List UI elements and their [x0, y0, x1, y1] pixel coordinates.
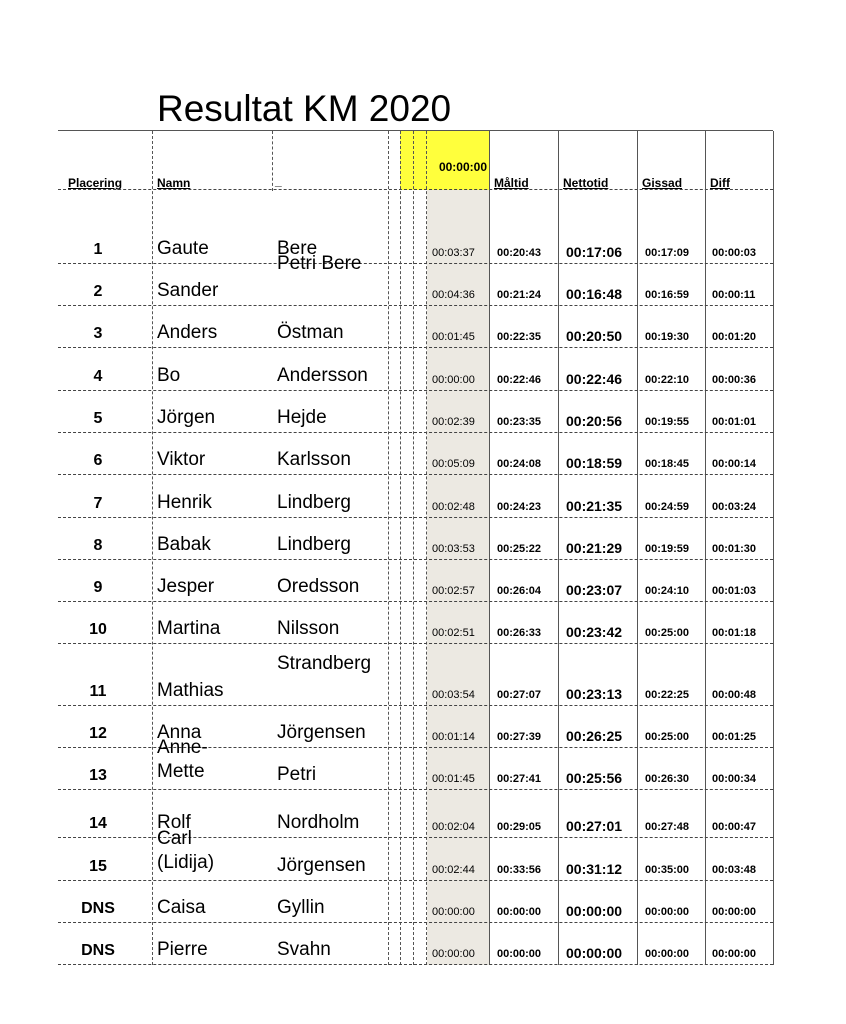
difference-cell: 00:01:03 [712, 585, 757, 597]
start-offset-cell: 00:02:39 [432, 416, 475, 428]
finish-time-cell: 00:29:05 [497, 821, 542, 833]
start-offset-cell: 00:02:04 [432, 821, 475, 833]
net-time-cell: 00:25:56 [566, 770, 623, 786]
first-name-cell: Rolf [157, 812, 191, 833]
difference-cell: 00:00:00 [712, 906, 757, 918]
finish-time-cell: 00:22:35 [497, 331, 542, 343]
header-start-time: 00:00:00 [438, 160, 487, 174]
placement-cell: DNS [81, 942, 115, 959]
header-maltid: Måltid [494, 176, 529, 190]
guessed-time-cell: 00:22:25 [645, 689, 690, 701]
net-time-cell: 00:17:06 [566, 244, 623, 260]
net-time-cell: 00:26:25 [566, 728, 623, 744]
first-name-cell: Carl (Lidija) [157, 828, 215, 873]
last-name-cell: Andersson [277, 365, 368, 386]
table-row-divider [58, 559, 773, 560]
placement-cell: 6 [93, 452, 103, 469]
first-name-cell: Caisa [157, 897, 206, 918]
first-name-cell: Anders [157, 322, 218, 343]
net-time-cell: 00:00:00 [566, 945, 623, 961]
guessed-time-cell: 00:19:55 [645, 416, 690, 428]
start-offset-cell: 00:02:57 [432, 585, 475, 597]
first-name-cell: Gaute [157, 238, 209, 259]
difference-cell: 00:03:48 [712, 864, 757, 876]
header-placering: Placering [68, 176, 123, 190]
guessed-time-cell: 00:25:00 [645, 731, 690, 743]
table-row-divider [58, 305, 773, 306]
difference-cell: 00:01:18 [712, 627, 757, 639]
table-row-divider [58, 789, 773, 790]
finish-time-cell: 00:22:46 [497, 374, 542, 386]
placement-cell: 7 [93, 495, 103, 512]
start-offset-cell: 00:02:51 [432, 627, 475, 639]
net-time-cell: 00:23:42 [566, 624, 623, 640]
table-row-divider [58, 643, 773, 644]
start-offset-cell: 00:05:09 [432, 458, 475, 470]
last-name-cell: Gyllin [277, 897, 325, 918]
placement-cell: 1 [93, 241, 103, 258]
finish-time-cell: 00:21:24 [497, 289, 542, 301]
start-offset-cell: 00:03:53 [432, 543, 475, 555]
guessed-time-cell: 00:17:09 [645, 247, 690, 259]
first-name-cell: Bo [157, 365, 181, 386]
guessed-time-cell: 00:27:48 [645, 821, 690, 833]
start-offset-cell: 00:03:54 [432, 689, 475, 701]
guessed-time-cell: 00:00:00 [645, 906, 690, 918]
start-offset-cell: 00:02:48 [432, 501, 475, 513]
first-name-cell: Henrik [157, 492, 212, 513]
finish-time-cell: 00:27:41 [497, 773, 542, 785]
guessed-time-cell: 00:19:30 [645, 331, 690, 343]
first-name-cell: Anna [157, 722, 202, 743]
finish-time-cell: 00:24:08 [497, 458, 542, 470]
guessed-time-cell: 00:16:59 [645, 289, 690, 301]
start-offset-cell: 00:00:00 [432, 374, 475, 386]
difference-cell: 00:00:47 [712, 821, 757, 833]
difference-cell: 00:00:36 [712, 374, 757, 386]
table-row-divider [58, 705, 773, 706]
net-time-cell: 00:16:48 [566, 286, 623, 302]
start-offset-cell: 00:00:00 [432, 948, 475, 960]
finish-time-cell: 00:26:04 [497, 585, 542, 597]
last-name-cell: Jörgensen [277, 722, 366, 743]
net-time-cell: 00:20:50 [566, 328, 623, 344]
net-time-cell: 00:27:01 [566, 818, 623, 834]
first-name-cell: Viktor [157, 449, 206, 470]
last-name-cell: Petri Bere [277, 253, 362, 274]
first-name-cell: Mathias [157, 680, 224, 701]
first-name-cell: Pierre [157, 939, 208, 960]
guessed-time-cell: 00:22:10 [645, 374, 690, 386]
finish-time-cell: 00:27:39 [497, 731, 542, 743]
net-time-cell: 00:31:12 [566, 861, 623, 877]
last-name-cell: Karlsson [277, 449, 351, 470]
placement-cell: 14 [89, 815, 107, 832]
guessed-time-cell: 00:26:30 [645, 773, 690, 785]
finish-time-cell: 00:25:22 [497, 543, 542, 555]
start-offset-cell: 00:01:45 [432, 331, 475, 343]
header-extra: _ [275, 174, 282, 188]
difference-cell: 00:01:20 [712, 331, 757, 343]
finish-time-cell: 00:33:56 [497, 864, 542, 876]
page-title: Resultat KM 2020 [157, 88, 452, 129]
placement-cell: 15 [89, 858, 107, 875]
placement-cell: 13 [89, 767, 107, 784]
last-name-cell: Jörgensen [277, 855, 366, 876]
guessed-time-cell: 00:19:59 [645, 543, 690, 555]
header-diff: Diff [710, 176, 730, 190]
start-offset-cell: 00:01:14 [432, 731, 475, 743]
table-row-divider [58, 263, 773, 264]
difference-cell: 00:00:11 [712, 289, 756, 301]
table-row-divider [58, 880, 773, 881]
difference-cell: 00:00:34 [712, 773, 757, 785]
start-offset-cell: 00:04:36 [432, 289, 475, 301]
last-name-cell: Bere [277, 238, 318, 259]
placement-cell: 12 [89, 725, 107, 742]
last-name-cell: Hejde [277, 407, 327, 428]
placement-cell: 5 [93, 410, 103, 427]
net-time-cell: 00:20:56 [566, 413, 623, 429]
table-row-divider [58, 922, 773, 923]
net-time-cell: 00:21:35 [566, 498, 623, 514]
header-gissad: Gissad [642, 176, 683, 190]
table-row-divider [58, 432, 773, 433]
first-name-cell: Martina [157, 618, 221, 639]
finish-time-cell: 00:27:07 [497, 689, 542, 701]
guessed-time-cell: 00:24:59 [645, 501, 690, 513]
placement-cell: 3 [93, 325, 103, 342]
finish-time-cell: 00:26:33 [497, 627, 542, 639]
table-row-divider [58, 964, 773, 965]
last-name-cell: Svahn [277, 939, 331, 960]
net-time-cell: 00:00:00 [566, 903, 623, 919]
first-name-cell: Sander [157, 280, 219, 301]
header-namn: Namn [157, 176, 191, 190]
difference-cell: 00:01:30 [712, 543, 757, 555]
table-row-divider [58, 517, 773, 518]
start-offset-cell: 00:01:45 [432, 773, 475, 785]
placement-cell: 4 [93, 368, 103, 385]
table-row-divider [58, 474, 773, 475]
first-name-cell: Anne-Mette [157, 737, 208, 782]
net-time-cell: 00:23:07 [566, 582, 623, 598]
guessed-time-cell: 00:35:00 [645, 864, 690, 876]
difference-cell: 00:00:48 [712, 689, 757, 701]
net-time-cell: 00:22:46 [566, 371, 623, 387]
last-name-cell: Nilsson [277, 618, 340, 639]
difference-cell: 00:00:00 [712, 948, 757, 960]
last-name-cell: Strandberg [277, 653, 372, 674]
first-name-cell: Babak [157, 534, 211, 555]
difference-cell: 00:00:14 [712, 458, 757, 470]
net-time-cell: 00:21:29 [566, 540, 623, 556]
last-name-cell: Petri [277, 764, 317, 785]
start-offset-cell: 00:02:44 [432, 864, 475, 876]
placement-cell: DNS [81, 900, 115, 917]
first-name-cell: Jörgen [157, 407, 216, 428]
finish-time-cell: 00:23:35 [497, 416, 542, 428]
difference-cell: 00:00:03 [712, 247, 757, 259]
placement-cell: 10 [89, 621, 107, 638]
difference-cell: 00:03:24 [712, 501, 757, 513]
placement-cell: 9 [93, 579, 103, 596]
difference-cell: 00:01:25 [712, 731, 757, 743]
last-name-cell: Östman [277, 322, 344, 343]
difference-cell: 00:01:01 [712, 416, 757, 428]
net-time-cell: 00:23:13 [566, 686, 623, 702]
guessed-time-cell: 00:25:00 [645, 627, 690, 639]
finish-time-cell: 00:00:00 [497, 906, 542, 918]
finish-time-cell: 00:00:00 [497, 948, 542, 960]
placement-cell: 8 [93, 537, 103, 554]
guessed-time-cell: 00:00:00 [645, 948, 690, 960]
guessed-time-cell: 00:18:45 [645, 458, 690, 470]
placement-cell: 11 [89, 683, 107, 700]
header-nettotid: Nettotid [563, 176, 609, 190]
placement-cell: 2 [93, 283, 103, 300]
last-name-cell: Nordholm [277, 812, 360, 833]
start-offset-cell: 00:00:00 [432, 906, 475, 918]
finish-time-cell: 00:24:23 [497, 501, 542, 513]
finish-time-cell: 00:20:43 [497, 247, 542, 259]
first-name-cell: Jesper [157, 576, 215, 597]
start-offset-cell: 00:03:37 [432, 247, 475, 259]
net-time-cell: 00:18:59 [566, 455, 623, 471]
table-row-divider [58, 601, 773, 602]
guessed-time-cell: 00:24:10 [645, 585, 690, 597]
last-name-cell: Lindberg [277, 534, 351, 555]
table-row-divider [58, 347, 773, 348]
table-row-divider [58, 390, 773, 391]
last-name-cell: Lindberg [277, 492, 351, 513]
last-name-cell: Oredsson [277, 576, 360, 597]
